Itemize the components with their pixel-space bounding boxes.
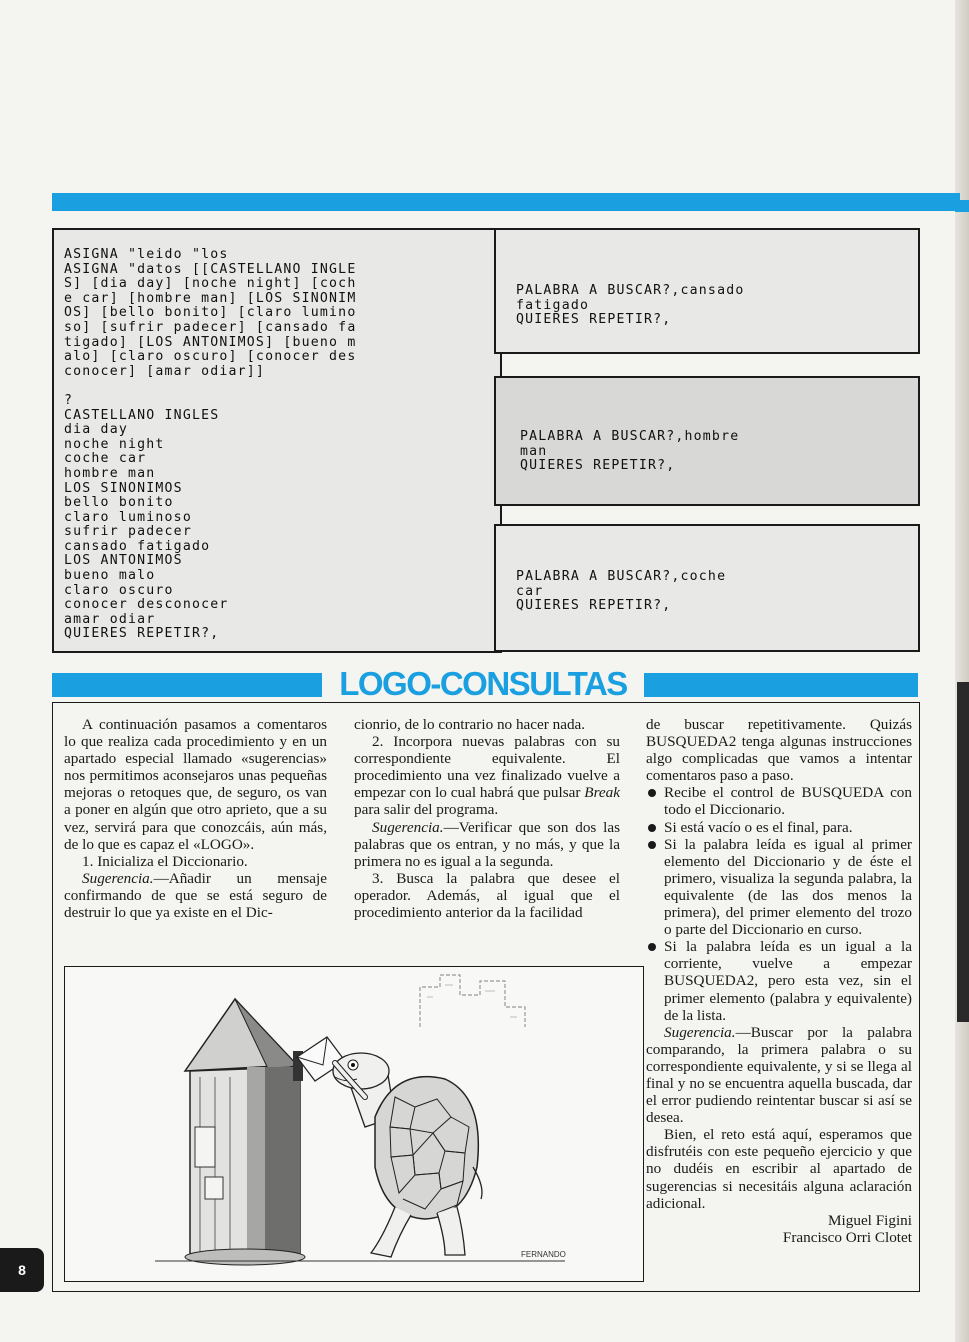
code-line: car: [516, 583, 544, 599]
paragraph: 1. Inicializa el Diccionario.: [82, 852, 248, 870]
code-line: PALABRA A BUSCAR?,hombre: [520, 429, 740, 444]
paragraph: [64, 870, 327, 921]
paragraph: cionrio, de lo contrario no hacer nada.: [354, 716, 586, 733]
code-line: cansado fatigado: [64, 538, 211, 554]
article-column-2: [354, 716, 620, 921]
code-line: conocer] [amar odiar]]: [64, 363, 266, 379]
code-line: hombre man: [64, 465, 156, 481]
article-column-1: [64, 716, 327, 921]
code-lines: [516, 570, 726, 614]
author-name: Francisco Orri Clotet: [782, 1228, 912, 1246]
illustration-drawing: [65, 967, 642, 1280]
code-line: QUIERES REPETIR?,: [516, 312, 672, 328]
paragraph-text: —Verificar que son dos las palabras que os entran, y no más, y que la primera no es igual a la segunda.: [354, 818, 620, 870]
code-line: sufrir padecer: [64, 524, 192, 540]
paragraph-text: —Buscar por la palabra comparando, la primera palabra o su correspondiente equivalente, y si se llega al final y no se encuentra aquella buscada, dar el error pudiendo reintentar buscar si así se desea.: [646, 1023, 912, 1127]
code-line: fatigado: [516, 297, 590, 313]
page-number: 8: [0, 1248, 44, 1292]
article-column-3: [646, 716, 912, 1246]
illustration-signature: FERNANDO: [521, 1250, 566, 1259]
code-line: OS] [bello bonito] [claro lumino: [64, 305, 357, 321]
code-line: S] [dia day] [noche night] [coch: [64, 276, 357, 292]
code-line: PALABRA A BUSCAR?,coche: [516, 569, 727, 584]
top-rule-tab: [955, 200, 969, 212]
paragraph: [646, 1024, 912, 1127]
code-line: QUIERES REPETIR?,: [64, 626, 220, 642]
paragraph: de buscar repetitivamente. Quizás BUSQUEDA2 tenga algunas instrucciones algo complicadas que vamos a intentar comentaros paso a paso.: [646, 716, 912, 785]
turtle-mailbox-illustration: [64, 966, 644, 1282]
paragraph-text: —Añadir un mensaje confirmando de que se está seguro de destruir lo que ya existe en el Dic-: [64, 869, 327, 922]
code-line: claro oscuro: [64, 582, 174, 598]
paragraph: [354, 733, 620, 818]
code-line: QUIERES REPETIR?,: [516, 598, 672, 614]
code-line: bueno malo: [64, 568, 156, 584]
code-line: man: [520, 443, 548, 459]
break-key: Break: [584, 784, 620, 802]
suggestion-label: Sugerencia.: [82, 869, 154, 887]
paragraph: [354, 819, 620, 870]
code-line: ASIGNA "datos [[CASTELLANO INGLE: [64, 261, 357, 277]
top-rule: [52, 193, 960, 211]
code-line: [64, 379, 356, 394]
bullet-item: Si está vacío o es el final, para.: [646, 819, 912, 836]
title-bar-left: [52, 673, 322, 697]
suggestion-label: Sugerencia.: [372, 818, 444, 836]
code-line: so] [sufrir padecer] [cansado fa: [64, 319, 357, 335]
paragraph-text: para salir del programa.: [354, 801, 499, 819]
paragraph: A continuación pasamos a comentaros lo que realiza cada procedimiento y en un apartado especial llamado «sugerencias» nos permitimos aconsejaros unas pequeñas mejoras o retoques que, de seguro, os van a poner en algún que otro aprieto, que a su vez, servirá para que conozcáis, aún más, de lo que es capaz el «LOGO».: [64, 716, 327, 853]
bullet-item: Si la palabra leída es un igual a la corriente, vuelve a empezar BUSQUEDA2, pero esta vez, sin el primer elemento (palabra y equivalente) de la lista.: [646, 938, 912, 1023]
code-line: dia day: [64, 422, 128, 438]
bullet-list: [646, 784, 912, 1023]
code-line: coche car: [64, 451, 147, 467]
bullet-item: Recibe el control de BUSQUEDA con todo el Diccionario.: [646, 784, 912, 818]
code-line: LOS SINONIMOS: [64, 480, 183, 496]
bullet-item: Si la palabra leída es igual al primer elemento del Diccionario y de éste el primero, visualiza la segunda palabra, la equivalente (de las dos menos la primera), del primer elemento del trozo o parte del Diccionario en curso.: [646, 836, 912, 939]
code-line: amar odiar: [64, 611, 156, 627]
code-line: PALABRA A BUSCAR?,cansado: [516, 283, 745, 298]
code-listing-main: [52, 228, 502, 653]
code-line: noche night: [64, 436, 165, 452]
code-line: alo] [claro oscuro] [conocer des: [64, 349, 357, 365]
code-line: QUIERES REPETIR?,: [520, 458, 676, 474]
code-line: e car] [hombre man] [LOS SINONIM: [64, 290, 357, 306]
code-line: ASIGNA "leido "los: [64, 247, 229, 262]
code-lines: [64, 248, 356, 642]
code-output-1: [494, 228, 920, 354]
code-line: LOS ANTONIMOS: [64, 553, 183, 569]
suggestion-label: Sugerencia.: [664, 1023, 736, 1041]
side-edge-black: [957, 682, 969, 1022]
paragraph-text: 2. Incorpora nuevas palabras con su correspondiente equivalente. El procedimiento una vez finalizado vuelve a empezar con lo cual habrá que pulsar: [354, 733, 620, 802]
code-output-3: [494, 524, 920, 652]
code-line: bello bonito: [64, 495, 174, 511]
code-output-2: [494, 376, 920, 506]
section-title: LOGO-CONSULTAS: [339, 665, 627, 702]
code-line: conocer desconocer: [64, 597, 229, 613]
code-line: CASTELLANO INGLES: [64, 407, 220, 423]
title-bar-right: [644, 673, 918, 697]
author-name: Miguel Figini: [828, 1211, 912, 1229]
paragraph: 3. Busca la palabra que desee el operador. Además, al igual que el procedimiento anterior da la facilidad: [354, 869, 620, 922]
code-line: ?: [64, 392, 74, 408]
code-line: claro luminoso: [64, 509, 192, 525]
code-line: tigado] [LOS ANTONIMOS] [bueno m: [64, 334, 357, 350]
code-lines: [520, 430, 739, 474]
paragraph: Bien, el reto está aquí, esperamos que disfrutéis con este pequeño ejercicio y que no dudéis en escribir al apartado de sugerencias si necesitáis alguna aclaración adicional.: [646, 1126, 912, 1212]
code-lines: [516, 284, 745, 328]
